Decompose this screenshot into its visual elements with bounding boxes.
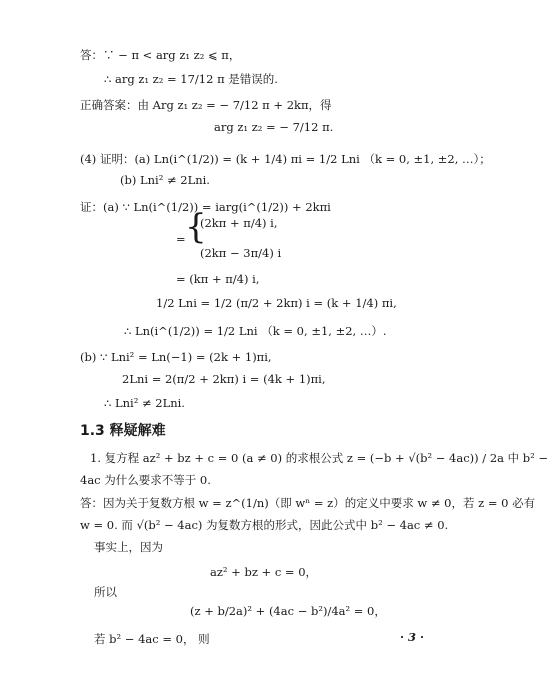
proof-a-line-1: 证：(a) ∵ Ln(i^(1/2)) = iarg(i^(1/2)) + 2kπi	[80, 200, 331, 214]
page-number: · 3 ·	[400, 630, 425, 644]
answer-line-1: 答：∵ − π < arg z₁ z₂ ⩽ π，	[80, 48, 241, 62]
question-1-line-1: 1. 复方程 az² + bz + c = 0 (a ≠ 0) 的求根公式 z = (−b + √(b² − 4ac)) / 2a 中 b² −	[90, 451, 548, 465]
explanation-line-2: w = 0. 而 √(b² − 4ac) 为复数方根的形式，因此公式中 b² − 4ac ≠ 0.	[80, 518, 449, 532]
proof-a-line-4: 1/2 Lni = 1/2 (π/2 + 2kπ) i = (k + 1/4) πi,	[156, 296, 397, 310]
brace-case-1: (2kπ + π/4) i,	[200, 216, 278, 230]
proof-b-line-2: 2Lni = 2(π/2 + 2kπ) i = (4k + 1)πi,	[122, 372, 326, 386]
explanation-line-1: 答：因为关于复数方根 w = z^(1/n)（即 wⁿ = z）的定义中要求 w ≠ 0，若 z = 0 必有	[80, 496, 536, 510]
proof-b-conclusion: ∴ Lni² ≠ 2Lni.	[104, 396, 185, 410]
section-heading: 1.3 释疑解难	[80, 423, 166, 439]
brace-case-2: (2kπ − 3π/4) i	[200, 246, 282, 260]
problem-4-statement-a: (4) 证明：(a) Ln(i^(1/2)) = (k + 1/4) πi = 1/2 Lni （k = 0, ±1, ±2, …）；	[80, 152, 491, 166]
equation-quadratic: az² + bz + c = 0，	[210, 565, 318, 579]
question-1-line-2: 4ac 为什么要求不等于 0.	[80, 473, 211, 487]
correct-answer-line: 正确答案：由 Arg z₁ z₂ = − 7/12 π + 2kπ，得	[80, 98, 332, 112]
equation-completed-square: (z + b/2a)² + (4ac − b²)/4a² = 0，	[190, 604, 386, 618]
proof-a-line-3: = (kπ + π/4) i,	[176, 272, 260, 286]
proof-a-conclusion: ∴ Ln(i^(1/2)) = 1/2 Lni （k = 0, ±1, ±2, …）.	[124, 324, 387, 338]
explanation-therefore: 所以	[94, 585, 117, 599]
explanation-line-3: 事实上，因为	[94, 540, 163, 554]
problem-4-statement-b: (b) Lni² ≠ 2Lni.	[120, 173, 210, 187]
proof-b-line-1: (b) ∵ Lni² = Ln(−1) = (2k + 1)πi,	[80, 350, 272, 364]
answer-line-2: ∴ arg z₁ z₂ = 17/12 π 是错误的.	[104, 72, 278, 86]
left-brace: {	[185, 207, 207, 247]
explanation-condition: 若 b² − 4ac = 0， 则	[94, 632, 210, 646]
correct-answer-result: arg z₁ z₂ = − 7/12 π.	[214, 120, 334, 134]
proof-equals-sign: =	[176, 232, 186, 246]
